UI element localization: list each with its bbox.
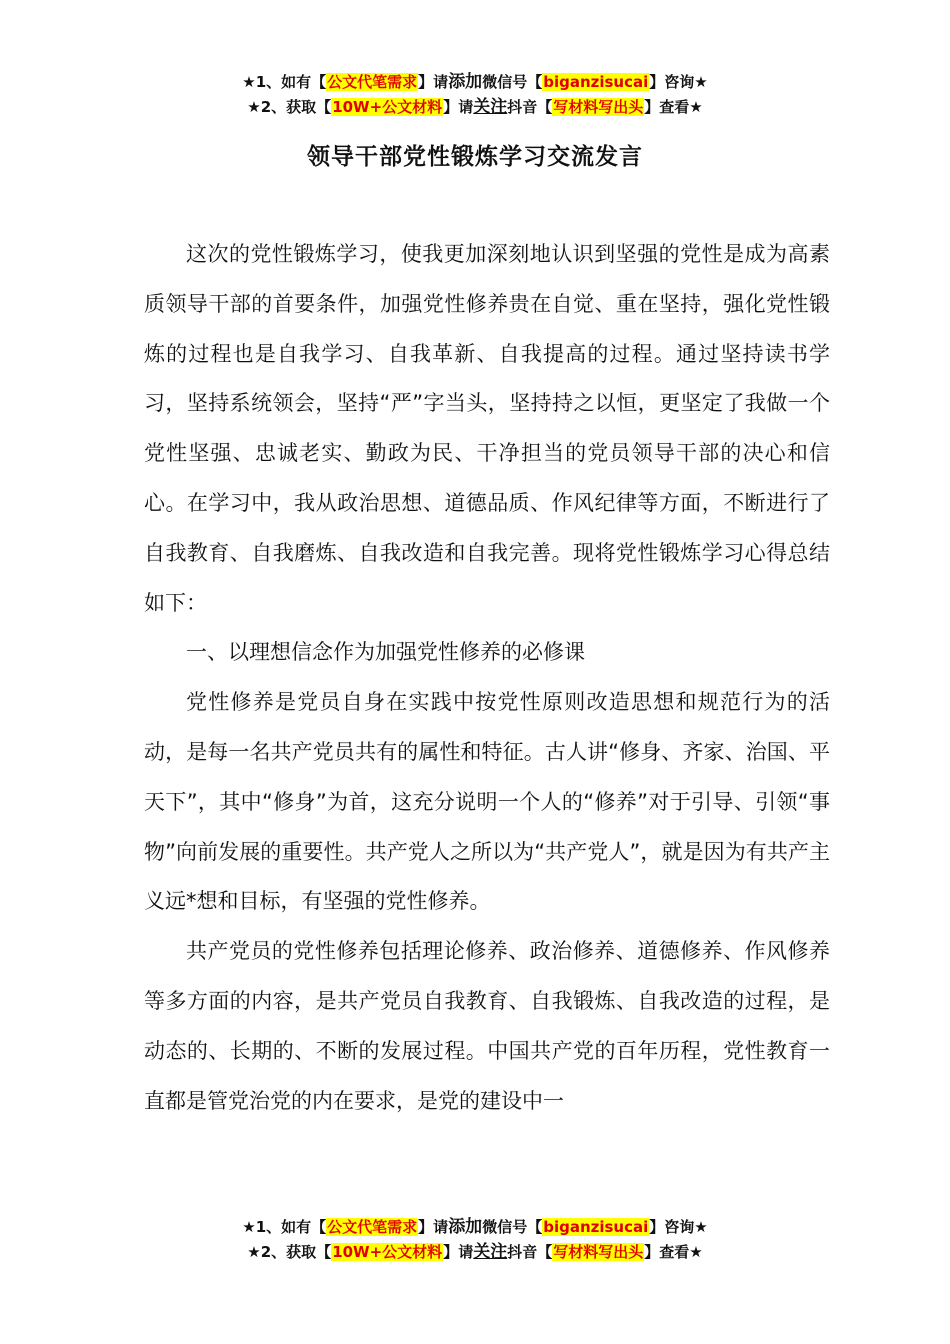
document-body <box>144 230 830 1126</box>
banner-line-1: ★1、如有【公文代笔需求】请添加微信号【biganzisucai】咨询★ <box>242 1217 708 1237</box>
banner-highlight: biganzisucai <box>543 73 649 91</box>
banner-line-2: ★2、获取【10W+公文材料】请关注抖音【写材料写出头】查看★ <box>247 97 703 117</box>
banner-highlight: 写材料写出头 <box>553 1243 644 1261</box>
banner-line-2: ★2、获取【10W+公文材料】请关注抖音【写材料写出头】查看★ <box>247 1242 703 1262</box>
banner-highlight: 10W+公文材料 <box>332 1243 443 1261</box>
paragraph: 党性修养是党员自身在实践中按党性原则改造思想和规范行为的活动，是每一名共产党员共有的属性和特征。古人讲“修身、齐家、治国、平天下”，其中“修身”为首，这充分说明一个人的“修养”对于引导、引领“事物”向前发展的重要性。共产党人之所以为“共产党人”，就是因为有共产主义远*想和目标，有坚强的党性修养。 <box>144 690 830 914</box>
footer-banner <box>0 1215 950 1265</box>
banner-highlight: 公文代笔需求 <box>327 1218 418 1236</box>
banner-highlight: 公文代笔需求 <box>327 73 418 91</box>
banner-highlight: 写材料写出头 <box>553 98 644 116</box>
banner-highlight: biganzisucai <box>543 1218 649 1236</box>
document-title: 领导干部党性锻炼学习交流发言 <box>307 144 643 170</box>
banner-line-1: ★1、如有【公文代笔需求】请添加微信号【biganzisucai】咨询★ <box>242 72 708 92</box>
paragraph-intro: 这次的党性锻炼学习，使我更加深刻地认识到坚强的党性是成为高素质领导干部的首要条件，加强党性修养贵在自觉、重在坚持，强化党性锻炼的过程也是自我学习、自我革新、自我提高的过程。通过坚持读书学习，坚持系统领会，坚持“严”字当头，坚持持之以恒，更坚定了我做一个党性坚强、忠诚老实、勤政为民、干净担当的党员领导干部的决心和信心。在学习中，我从政治思想、道德品质、作风纪律等方面，不断进行了自我教育、自我磨炼、自我改造和自我完善。现将党性锻炼学习心得总结如下： <box>144 242 830 615</box>
paragraph: 共产党员的党性修养包括理论修养、政治修养、道德修养、作风修养等多方面的内容，是共产党员自我教育、自我锻炼、自我改造的过程，是动态的、长期的、不断的发展过程。中国共产党的百年历程，党性教育一直都是管党治党的内在要求，是党的建设中一 <box>144 939 830 1113</box>
section-heading: 一、以理想信念作为加强党性修养的必修课 <box>186 640 585 665</box>
header-banner <box>0 70 950 120</box>
banner-highlight: 10W+公文材料 <box>332 98 443 116</box>
